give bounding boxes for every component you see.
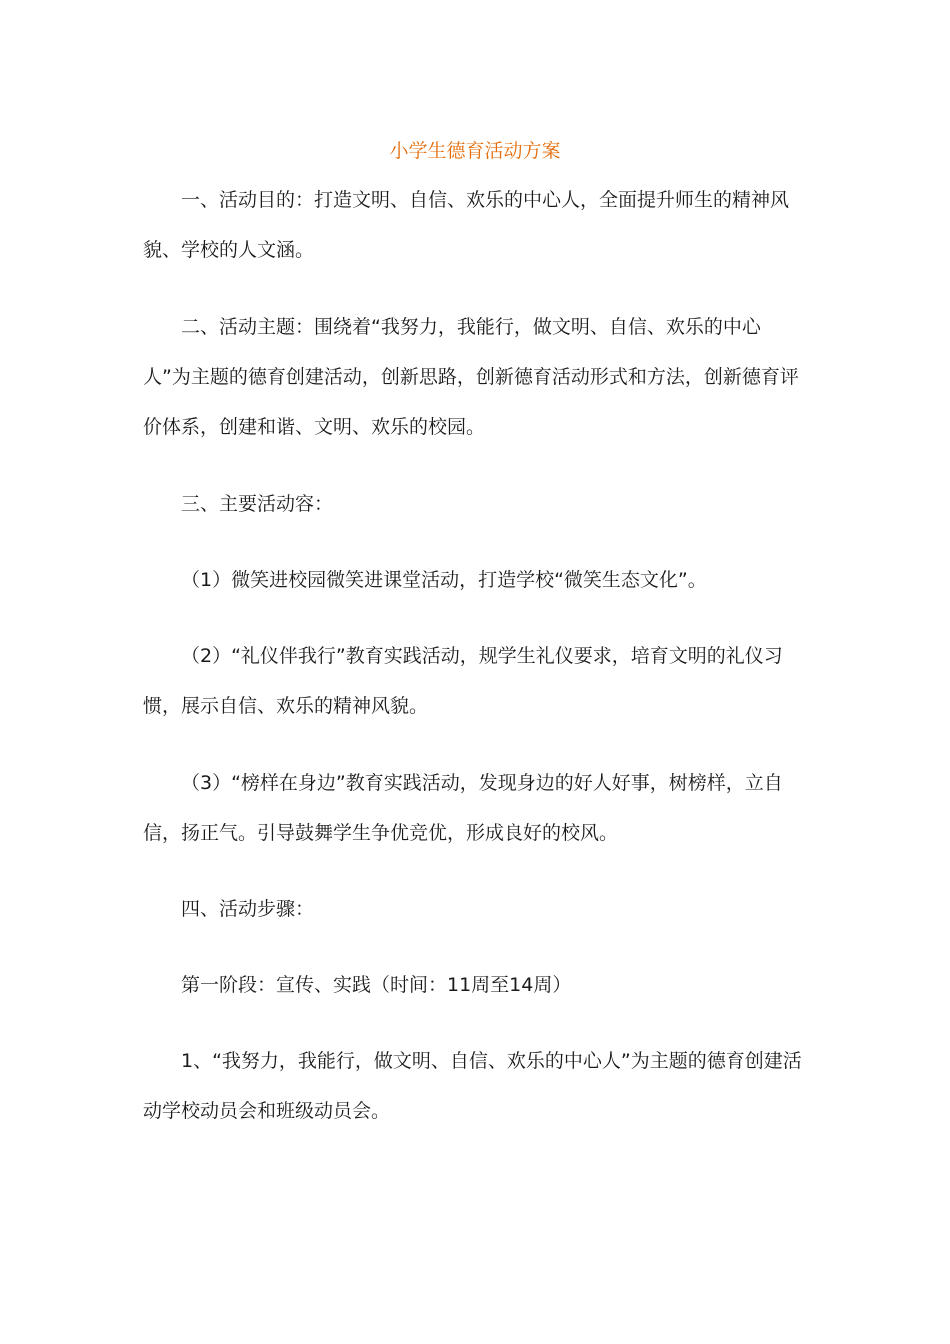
paragraph-activity-purpose: 一、活动目的：打造文明、自信、欢乐的中心人，全面提升师生的精神风貌、学校的人文涵。 xyxy=(143,189,790,261)
paragraph-item-role-model: （3）“榜样在身边”教育实践活动，发现身边的好人好事，树榜样，立自信，扬正气。引导鼓舞学生争优竞优，形成良好的校风。 xyxy=(143,772,783,844)
paragraph-item-etiquette: （2）“礼仪伴我行”教育实践活动，规学生礼仪要求，培育文明的礼仪习惯，展示自信、欢乐的精神风貌。 xyxy=(143,645,783,717)
paragraph-item-smile: （1）微笑进校园微笑进课堂活动，打造学校“微笑生态文化”。 xyxy=(181,569,707,591)
paragraph-activity-steps-heading: 四、活动步骤： xyxy=(181,898,315,920)
paragraph-main-content-heading: 三、主要活动容： xyxy=(181,493,334,515)
paragraph-stage-one: 第一阶段：宣传、实践（时间：11周至14周） xyxy=(181,974,572,996)
paragraph-activity-theme: 二、活动主题：围绕着“我努力，我能行，做文明、自信、欢乐的中心人”为主题的德育创建活动，创新思路，创新德育活动形式和方法，创新德育评价体系，创建和谐、文明、欢乐的校园。 xyxy=(143,316,799,438)
paragraph-step-one: 1、“我努力，我能行，做文明、自信、欢乐的中心人”为主题的德育创建活动学校动员会和班级动员会。 xyxy=(143,1050,802,1122)
document-title: 小学生德育活动方案 xyxy=(389,140,561,162)
